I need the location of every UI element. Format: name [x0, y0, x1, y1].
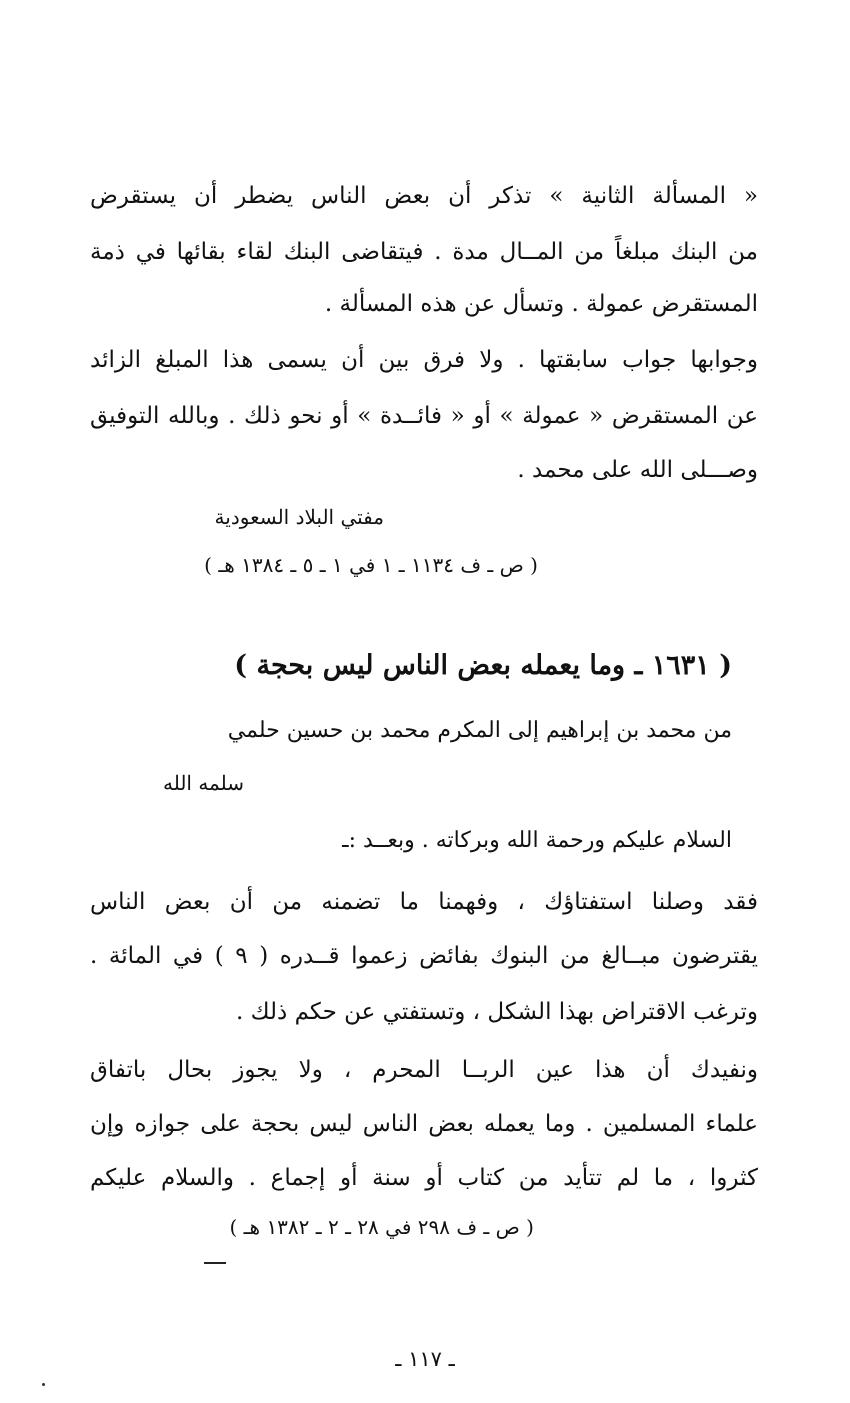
paragraph-line: فقد وصلنا استفتاؤك ، وفهمنا ما تضمنه من أن بعض الناس	[90, 889, 758, 915]
paragraph-line: « المسألة الثانية » تذكر أن بعض الناس يضطر أن يستقرض	[90, 183, 758, 209]
paragraph-line: يقترضون مبــالغ من البنوك بفائض زعموا قــدره ( ٩ ) في المائة .	[90, 943, 758, 969]
paragraph-line: وصـــلى الله على محمد .	[517, 457, 758, 483]
footnote-divider	[204, 1262, 226, 1264]
paragraph-line: وترغب الاقتراض بهذا الشكل ، وتستفتي عن حكم ذلك .	[236, 999, 758, 1025]
reference-citation: ( ص ـ ف ٢٩٨ في ٢٨ ـ ٢ ـ ١٣٨٢ هـ )	[229, 1215, 534, 1239]
page-number: ـ ١١٧ ـ	[395, 1347, 455, 1371]
paragraph-line: كثروا ، ما لم تتأيد من كتاب أو سنة أو إجماع . والسلام عليكم	[90, 1165, 758, 1191]
greeting-line: السلام عليكم ورحمة الله وبركاته . وبعــد :ـ	[342, 828, 732, 853]
paragraph-line: المستقرض عمولة . وتسأل عن هذه المسألة .	[324, 291, 758, 317]
letter-sender-line: من محمد بن إبراهيم إلى المكرم محمد بن حسين حلمي	[227, 718, 732, 743]
section-heading: ( ١٦٣١ ـ وما يعمله بعض الناس ليس بحجة )	[234, 650, 732, 681]
paragraph-line: علماء المسلمين . وما يعمله بعض الناس ليس بحجة على جوازه وإن	[90, 1111, 758, 1137]
reference-citation: ( ص ـ ف ١١٣٤ ـ ١ في ١ ـ ٥ ـ ١٣٨٤ هـ )	[204, 553, 538, 577]
scan-speck	[42, 1383, 45, 1386]
blessing-line: سلمه الله	[162, 771, 244, 795]
paragraph-line: ونفيدك أن هذا عين الربــا المحرم ، ولا يجوز بحال باتفاق	[90, 1057, 758, 1083]
paragraph-line: من البنك مبلغاً من المــال مدة . فيتقاضى البنك لقاء بقائها في ذمة	[90, 239, 758, 265]
signature: مفتي البلاد السعودية	[214, 505, 384, 529]
paragraph-line: وجوابها جواب سابقتها . ولا فرق بين أن يسمى هذا المبلغ الزائد	[90, 347, 758, 373]
paragraph-line: عن المستقرض « عمولة » أو « فائــدة » أو نحو ذلك . وبالله التوفيق	[90, 403, 758, 429]
